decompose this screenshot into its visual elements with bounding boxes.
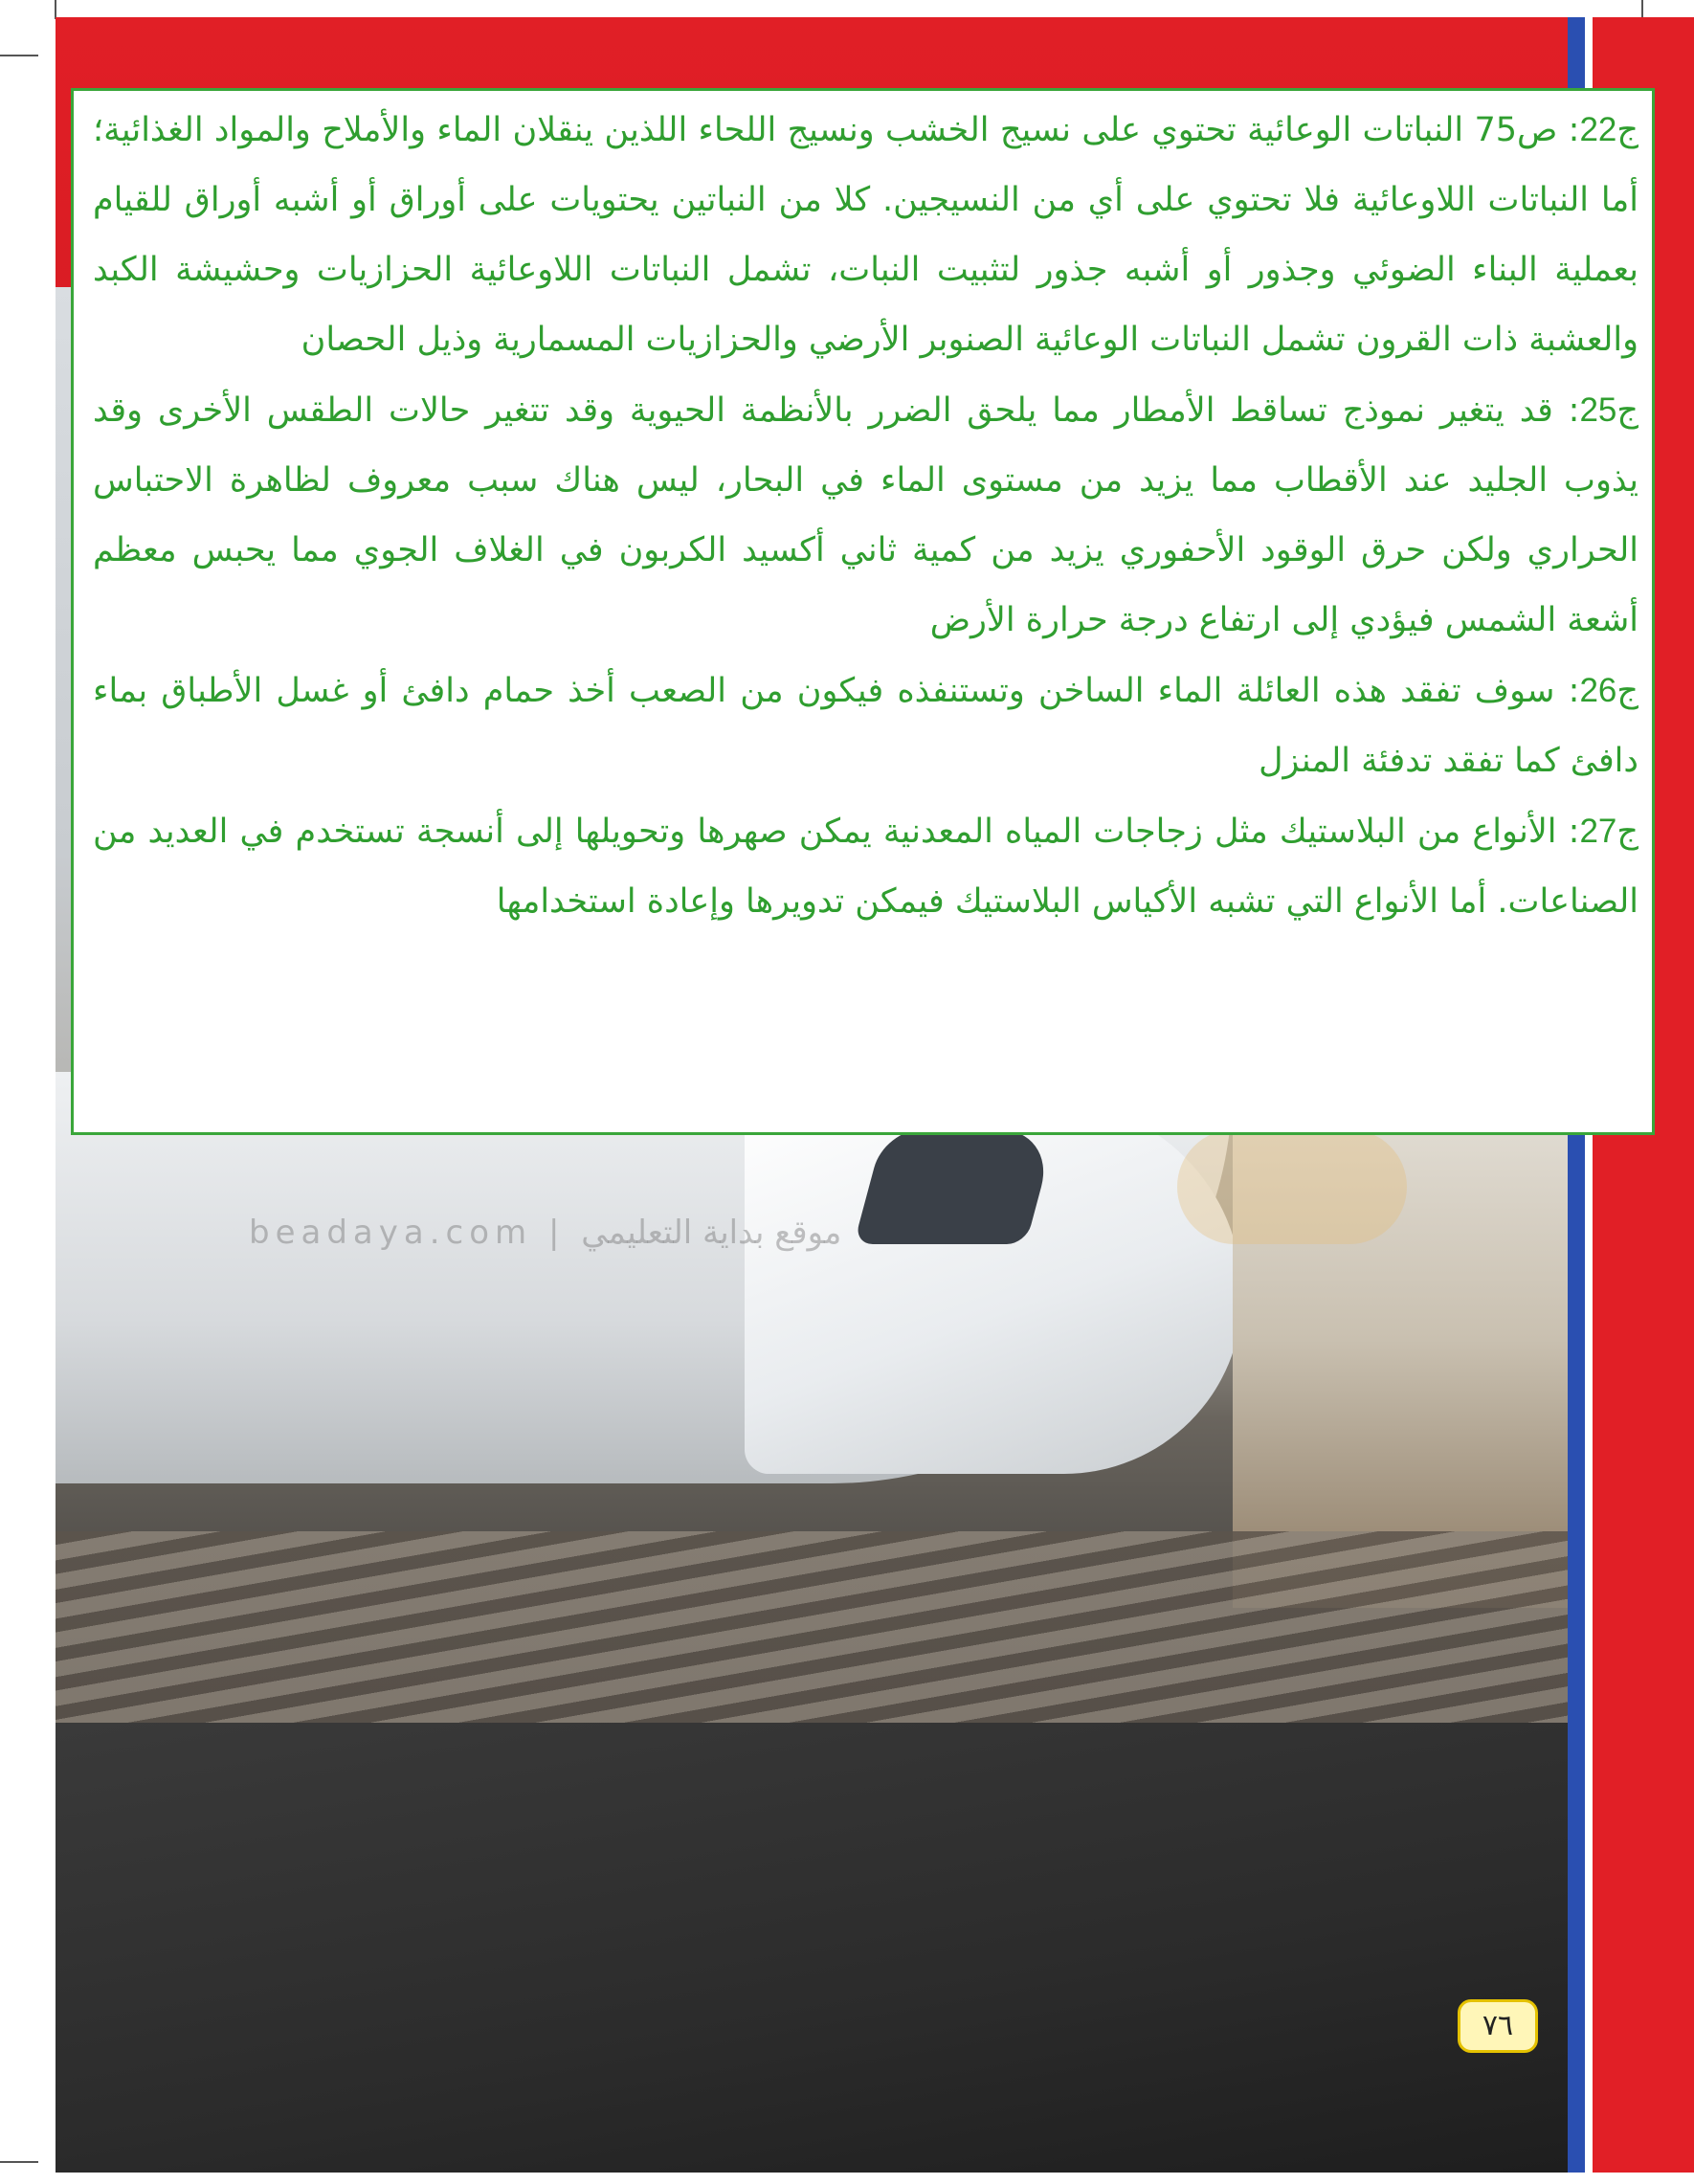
answer-label: ج22 [1579,111,1638,148]
answer-text: : سوف تفقد هذه العائلة الماء الساخن وتستنفذه فيكون من الصعب أخذ حمام دافئ أو غسل الأطباق بماء دافئ كما تفقد تدفئة المنزل [93,672,1638,780]
answer-label: ج26 [1579,672,1638,709]
answer-text: : ص75 النباتات الوعائية تحتوي على نسيج الخشب ونسيج اللحاء اللذين ينقلان الماء والأملاح والمواد الغذائية؛ أما النباتات اللاوعائية فلا تحتوي على أي من النسيجين. كلا من النباتين يحتويات على أوراق أو أشبه أوراق للقيام بعملية البناء الضوئي وجذور أو أشبه جذور لتثبيت النبات، تشمل النباتات اللاوعائية الحزازيات وحشيشة الكبد والعشبة ذات القرون تشمل النباتات الوعائية الصنوبر الأرضي والحزازيات المسمارية وذيل الحصان [93,111,1638,359]
answer-25 [93,375,1638,656]
watermark-logo [1177,1129,1407,1244]
answer-label: ج25 [1579,391,1638,429]
crop-mark [55,0,56,19]
crop-mark [0,55,38,56]
answer-text: : قد يتغير نموذج تساقط الأمطار مما يلحق الضرر بالأنظمة الحيوية وقد تتغير حالات الطقس الأخرى وقد يذوب الجليد عند الأقطاب مما يزيد من مستوى الماء في البحار، ليس هناك سبب معروف لظاهرة الاحتباس الحراري ولكن حرق الوقود الأحفوري يزيد من كمية ثاني أكسيد الكربون في الغلاف الجوي مما يحبس معظم أشعة الشمس فيؤدي إلى ارتفاع درجة حرارة الأرض [93,391,1638,639]
answer-26 [93,656,1638,796]
answer-text: : الأنواع من البلاستيك مثل زجاجات المياه المعدنية يمكن صهرها وتحويلها إلى أنسجة تستخدم في العديد من الصناعات. أما الأنواع التي تشبه الأكياس البلاستيك فيمكن تدويرها وإعادة استخدامها [93,813,1638,921]
answer-22 [93,95,1638,375]
answers-box [71,88,1655,1135]
answer-label: ج27 [1579,813,1638,850]
platform-ground [56,1723,1568,2173]
answer-27 [93,796,1638,937]
watermark-text: beadaya.com | موقع بداية التعليمي [249,1214,842,1252]
crop-mark [1641,0,1643,19]
page-number: ٧٦ [1458,1999,1538,2053]
crop-mark [0,2161,38,2163]
